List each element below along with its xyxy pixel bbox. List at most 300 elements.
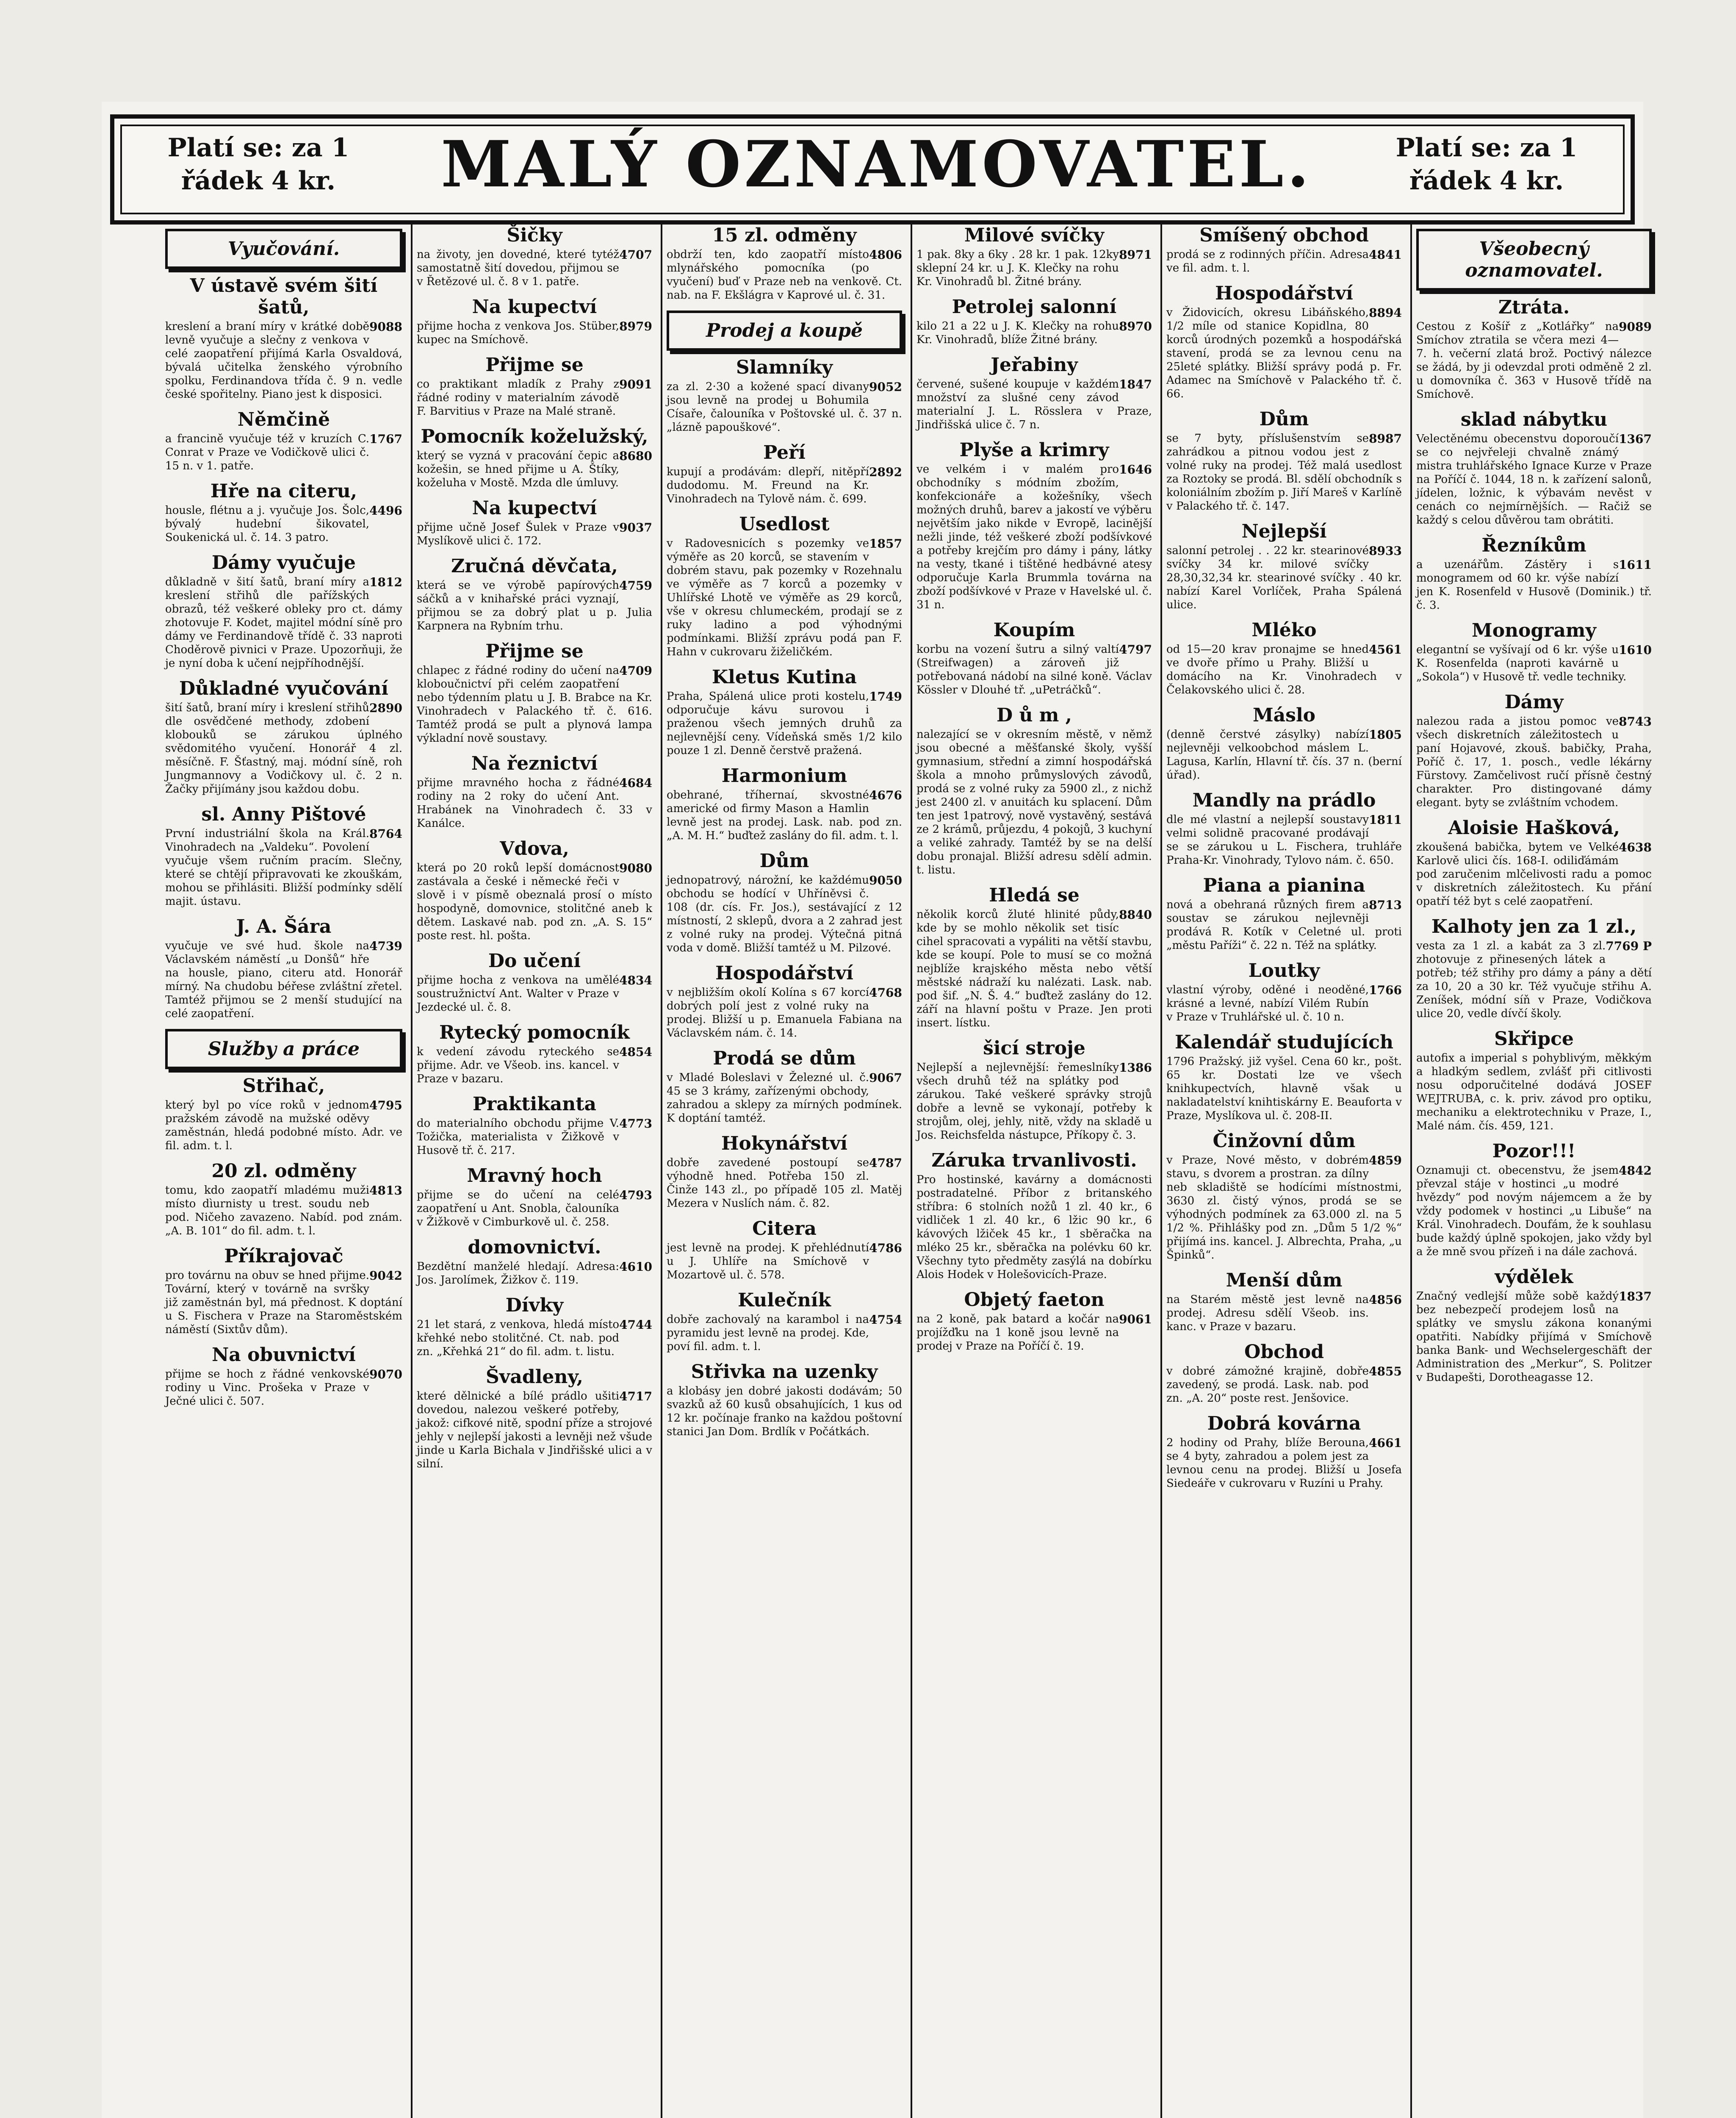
ad-heading: Přijme se (485, 354, 584, 376)
ad-number: 1610 (1619, 643, 1652, 657)
classified-ad (667, 513, 902, 659)
classified-ad (667, 765, 902, 843)
ad-body: obehrané, tříhernaí, skvostné americké od firmy Mason a Hamlin levně jest na prodej. Lask. nab. pod zn. „A. M. H.“ buďtež zaslány do fil. adm. t. l. (667, 789, 902, 842)
ad-number: 4759 (619, 579, 652, 593)
ad-heading: Pomocník koželužský, (421, 426, 648, 447)
classified-ad (165, 1344, 402, 1408)
ad-number: 4859 (1369, 1153, 1402, 1167)
ad-number: 1367 (1619, 432, 1652, 446)
section-header-vseobecny: Všeobecný oznamovatel. (1416, 229, 1652, 291)
ad-heading: Dívky (505, 1295, 564, 1316)
ad-body: přijme hocha z venkova na umělé soustružnictví Ant. Walter v Praze v Jezdecké ul. č. 8. (417, 974, 620, 1014)
classified-ad (417, 296, 652, 347)
ad-body: ve velkém i v malém pro obchodníky s módním zbožím, konfekcionáře a kožešníky, všech možných druhů, barev a jakostí ve výběru největším jako nikde v Evropě, lacinější nežli jinde, též veškeré zboží podšívkové a potřeby krejčím pro dámy i pány, látky na vesty, tkané i tištěné hedbávné atesy odporučuje Karla Brummla továrna na zboží podšívkové v Praze v Havelské ul. č. 31 n. (916, 463, 1152, 611)
ad-text (916, 319, 1152, 347)
ad-heading: Prodá se dům (713, 1048, 856, 1069)
classified-ad (1416, 297, 1652, 401)
ad-text (667, 248, 902, 302)
ad-text (1166, 1436, 1402, 1490)
ad-heading: Hledá se (989, 884, 1080, 906)
ad-heading: Mléko (1251, 619, 1317, 641)
ad-text (916, 1173, 1152, 1281)
ad-text (417, 1117, 652, 1157)
ad-body: které dělnické a bílé prádlo ušiti dovedou, nalezou veškeré potřeby, jakož: cifkové nitě, spodní příze a strojové jehly v nejlepší jakosti a levněji než všude jinde u Karla Bichala v Jindřišské ulici a v silní. (417, 1390, 652, 1470)
ad-number: 7769 P (1606, 939, 1652, 953)
classified-ad (667, 1289, 902, 1353)
ad-text (1166, 1293, 1402, 1333)
ad-body: co praktikant mladík z Prahy z řádné rodiny v materialním závodě F. Barvitius v Praze na Malé straně. (417, 378, 620, 418)
ad-heading: sklad nábytku (1460, 409, 1608, 430)
ad-text (667, 1071, 902, 1125)
classified-ad (417, 1165, 652, 1229)
classified-ad (1166, 1031, 1402, 1123)
ad-text (1416, 558, 1652, 612)
ad-text (667, 1156, 902, 1210)
ad-body: za zl. 2·30 a kožené spací divany jsou levně na prodej u Bohumila Císaře, čalouníka v Poštovské ul. č. 37 n. „lázně papouškové“. (667, 380, 902, 434)
ad-text (165, 575, 402, 670)
ad-text (916, 908, 1152, 1030)
classified-ad (417, 640, 652, 745)
ad-text (667, 380, 902, 434)
ad-number: 4855 (1369, 1364, 1402, 1378)
page-title: MALÝ OZNAMOVATEL. (441, 127, 1312, 202)
classified-ad (165, 275, 402, 401)
ad-number: 4768 (869, 986, 902, 1000)
ad-body: nalezající se v okresním městě, v němž jsou obecné a měšťanské školy, vyšší gymnasium, střední a zimní hospodářská škola a mnoho průmyslových závodů, prodá se z volné ruky za 5900 zl., z nichž jest 2400 zl. v anuitách ku splacení. Dům ten jest 1patrový, nově vystavěný, sestává ze 2 krámů, průjezdu, 4 pokojů, 3 kuchyní a veliké zahrady. Tamtéž by se na delší dobu pronajal. Bližší adresu sdělí admin. t. listu. (916, 728, 1152, 876)
ad-body: Značný vedlejší může sobě každý bez nebezpečí prodejem losů na splátky ve smyslu zákona konanými opatřiti. Nabídky přijímá v Smíchově banka Bank- und Wechselergeschäft der Administration des „Merkur“, S. Politzer v Budapešti, Dorotheagasse 12. (1416, 1290, 1652, 1384)
ad-number: 4496 (369, 504, 402, 518)
classified-ad (916, 296, 1152, 347)
ad-heading: Aloisie Hašková, (1448, 817, 1620, 839)
ad-body: kreslení a braní míry v krátké době levně vyučuje a slečny z venkova v celé zaopatření přijímá Karla Osvaldová, bývalá učitelka ženského výrobního spolku, Ferdinandova třída č. 9 n. vedle české spořitelny. Piano jest k disposici. (165, 320, 402, 401)
ad-heading: Slamníky (736, 357, 833, 378)
ad-heading: Praktikanta (472, 1093, 597, 1115)
ad-heading: Usedlost (739, 513, 830, 535)
masthead-banner (110, 114, 1635, 225)
ad-number: 4561 (1369, 643, 1402, 657)
ad-number: 1847 (1119, 377, 1152, 391)
ad-heading: Peří (763, 442, 806, 463)
ad-text (1166, 248, 1402, 275)
ad-text (1416, 1289, 1652, 1384)
ad-heading: Menší dům (1226, 1270, 1343, 1291)
ad-body: zkoušená babička, bytem ve Velké Karlově ulici čís. 168-I. odiliďámám pod zaručenim mlčelivosti radu a pomoc v diskretních záležitostech. Ku přání opatří též byt s celé zaopatření. (1416, 841, 1652, 908)
ad-text (165, 701, 402, 796)
ad-body: a uzenářům. Zástěry i s monogramem od 60 kr. výše nabízí jen K. Rosenfeld v Husově (Dominik.) tř. č. 3. (1416, 558, 1652, 612)
ad-number: 4793 (619, 1188, 652, 1202)
ad-number: 9089 (1619, 320, 1652, 334)
ad-body: kupují a prodávám: dlepří, nitěpří dudodomu. M. Freund na Kr. Vinohradech na Tylově nám. č. 699. (667, 466, 869, 505)
ad-body: Pro hostinské, kavárny a domácnosti postradatelné. Příbor z britanského stříbra: 6 stolních nožů 1 zl. 40 kr., 6 vidliček 1 zl. 40 kr., 6 lžic 90 kr., 6 kávových lžiček 45 kr., 1 sběračka na mléko 25 kr., sběračka na polévku 60 kr. Všechny tyto předměty zasýlá na dobírku Alois Hodek v Holešovicích-Praze. (916, 1173, 1152, 1281)
ad-heading: Kletus Kutina (712, 666, 857, 688)
classified-ad (417, 426, 652, 490)
ad-number: 1611 (1619, 558, 1652, 572)
ad-body: Nejlepší a nejlevnější: řemeslníky všech druhů též na splátky pod zárukou. Také veškeré správky strojů dobře a levně se vykonají, potřeby k strojům, olej, jehly, nitě, vždy na skladě u Jos. Reichsfelda nástupce, Příkopy č. 3. (916, 1061, 1152, 1142)
classified-ad (916, 439, 1152, 612)
classified-ad (417, 497, 652, 548)
ad-body: dle mé vlastní a nejlepší soustavy velmi solidně pracované prodávají se se zárukou u L. Fischera, truhláře Praha-Kr. Vinohrady, Tylovo nám. č. 650. (1166, 813, 1402, 867)
ad-heading: Činžovní dům (1213, 1130, 1356, 1152)
ad-body: Cestou z Košíř z „Kotlářky“ na Smíchov ztratila se včera mezi 4—7. h. večerní zlatá brož. Poctivý nálezce se žádá, by ji odevzdal proti odměně 2 zl. u domovníka č. 363 v Husově třídě na Smíchově. (1416, 320, 1652, 401)
ad-body: přijme se hoch z řádné venkovské rodiny u Vinc. Prošeka v Praze v Ječné ulici č. 507. (165, 1368, 370, 1408)
ad-body: přijme učně Josef Šulek v Praze v Myslíkově ulici č. 172. (417, 521, 620, 547)
ad-body: k vedení závodu ryteckého se přijme. Adr. ve Všeob. ins. kancel. v Praze v bazaru. (417, 1045, 620, 1085)
ad-body: a klobásy jen dobré jakosti dodávám; 50 svazků až 60 kusů obsahujících, 1 kus od 12 kr. počínaje franko na každou poštovní stanici Jan Dom. Brdlík v Počátkách. (667, 1385, 902, 1438)
column-5-ads (1166, 225, 1402, 1490)
classified-ad (1416, 916, 1652, 1020)
classified-ad (165, 678, 402, 796)
section-header-vyucovani: Vyučování. (165, 229, 402, 269)
classified-ad (916, 1289, 1152, 1353)
ad-number: 4787 (869, 1156, 902, 1170)
ad-heading: Šičky (507, 225, 562, 246)
ad-number: 2890 (369, 701, 402, 715)
classified-ad (165, 409, 402, 473)
ad-body: 1796 Pražský. již vyšel. Cena 60 kr., pošt. 65 kr. Dostati lze ve všech knihkupectvích, hlavně však u nakladatelství knihtiskárny E. Beauforta v Praze, Myslíkova ul. č. 208-II. (1166, 1055, 1402, 1122)
ad-heading: Němčině (237, 409, 330, 430)
ad-heading: sl. Anny Pištové (201, 804, 366, 825)
classified-ad (165, 480, 402, 544)
ad-number: 1811 (1369, 813, 1402, 827)
classified-ad (667, 962, 902, 1040)
ad-heading: V ústavě svém šití šatů, (190, 275, 378, 318)
classified-ad (1166, 790, 1402, 867)
ad-body: která se ve výrobě papírových sáčků a v knihařské práci vyznají, přijmou se za dobrý plat u p. Julia Karpnera na Rybním trhu. (417, 579, 652, 632)
ad-body: přijme hocha z venkova Jos. Stüber, kupec na Smíchově. (417, 320, 620, 346)
ad-number: 4797 (1119, 643, 1152, 657)
classified-columns (161, 220, 1669, 2118)
ad-body: 2 hodiny od Prahy, blíže Berouna, se 4 byty, zahradou a polem jest za levnou cenu na prodej. Bližší u Josefa Siedeáře v cukrovaru v Ruzíni u Prahy. (1166, 1436, 1402, 1490)
ad-text (1166, 1055, 1402, 1123)
classified-ad (916, 619, 1152, 697)
ad-body: nalezou rada a jistou pomoc ve všech diskretních záležitostech u paní Hojavové, zkouš. babičky, Praha, Poříč č. 17, 1. posch., vedle lékárny Fürstovy. Zamčelivost ručí přísně čestný charakter. Pro distingované dámy elegant. byty se zvláštním vchodem. (1416, 715, 1652, 809)
classified-ad (1416, 817, 1652, 908)
ad-body: autofix a imperial s pohyblivým, měkkým a hladkým sedlem, zvlášť při citlivosti nosu odporučitelné dodává JOSEF WEJTRUBA, c. k. priv. závod pro optiku, mechaniku a elektrotechniku v Praze, I., Malé nám. čís. 459, 121. (1416, 1052, 1652, 1132)
ad-text (417, 377, 652, 418)
ad-heading: Petrolej salonní (952, 296, 1117, 318)
ad-heading: Vdova, (500, 838, 569, 859)
ad-heading: Mravný hoch (467, 1165, 602, 1187)
classified-ad (417, 1366, 652, 1471)
ad-number: 9037 (619, 521, 652, 535)
classified-ad (667, 442, 902, 506)
ad-text (417, 248, 652, 288)
classified-ad (1166, 408, 1402, 513)
classified-ad (165, 1160, 402, 1238)
ad-number: 4854 (619, 1045, 652, 1059)
ad-heading: Kalhoty jen za 1 zl., (1431, 916, 1637, 937)
ad-body: housle, flétnu a j. vyučuje Jos. Šolc, bývalý hudební šikovatel, Soukenická ul. č. 14. 3 patro. (165, 504, 370, 544)
ad-text (1166, 643, 1402, 697)
classified-ad (1416, 409, 1652, 527)
ad-body: salonní petrolej . . 22 kr. stearinové svíčky 34 kr. milové svíčky 28,30,32,34 kr. stearinové svíčky . 40 kr. nabízí Karel Vorlíček, Praha Spálená ulice. (1166, 544, 1402, 611)
classified-ad (667, 357, 902, 434)
ad-number: 1646 (1119, 463, 1152, 477)
ad-text (1166, 898, 1402, 952)
ad-number: 1766 (1369, 983, 1402, 997)
ad-number: 4709 (619, 664, 652, 678)
classified-ad (165, 804, 402, 908)
ad-body: vyučuje ve své hud. škole na Václavském náměstí „u Donšů“ hře na housle, piano, citeru atd. Honorář mírný. Na chudobu béřese zvláštní zřetel. Tamtéž přijmou se 2 menší studující na celé zaopatření. (165, 940, 402, 1020)
classified-ad (1416, 1266, 1652, 1384)
ad-number: 4856 (1369, 1293, 1402, 1307)
ad-body: červené, sušené koupuje v každém množství za slušné ceny závod materialní J. L. Rösslera v Praze, Jindřišská ulice č. 7 n. (916, 378, 1152, 431)
column-2-ads (417, 225, 652, 1471)
ad-heading: Obchod (1244, 1341, 1324, 1363)
ad-heading: Důkladné vyučování (179, 678, 388, 699)
ad-number: 4638 (1619, 840, 1652, 854)
ad-body: od 15—20 krav pronajme se hned ve dvoře přímo u Prahy. Bližší u domácího na Kr. Vinohradech v Čelakovského ulici č. 28. (1166, 643, 1402, 696)
ad-body: šití šatů, braní míry i kreslení střihů dle osvědčené methody, zdobení klobouků se zárukou úplného svědomitého vyučení. Honorář 4 zl. měsíčně. F. Šťastný, maj. módní síně, roh Jungmannovy a Vodičkovy ul. č. 2 n. Žačky přijímány jsou každou dobu. (165, 701, 402, 796)
ad-number: 1386 (1119, 1061, 1152, 1075)
classified-ad (1166, 1130, 1402, 1262)
ad-heading: Příkrajovač (224, 1245, 343, 1267)
ad-text (667, 1241, 902, 1282)
ad-text (1416, 1051, 1652, 1133)
ad-text (916, 463, 1152, 612)
ad-heading: Smíšený obchod (1199, 225, 1369, 246)
classified-ad (1416, 1028, 1652, 1133)
ad-text (165, 432, 402, 473)
ad-number: 4834 (619, 973, 652, 987)
ad-heading: šicí stroje (983, 1037, 1085, 1059)
ad-number: 9042 (369, 1269, 402, 1283)
ad-text (165, 1184, 402, 1238)
classified-ad (1166, 960, 1402, 1024)
classified-ad (916, 704, 1152, 877)
classified-ad (667, 225, 902, 302)
ad-heading: Na kupectví (472, 497, 597, 519)
ad-text (1416, 939, 1652, 1020)
ad-heading: Milové svíčky (964, 225, 1105, 246)
ad-number: 2892 (869, 465, 902, 479)
ad-number: 8979 (619, 319, 652, 333)
ad-text (165, 827, 402, 908)
classified-ad (417, 1236, 652, 1287)
ad-number: 4795 (369, 1098, 402, 1112)
ad-body: na životy, jen dovedné, které tytéž samostatně šití dovedou, přijmou se v Řetězové ul. č. 8 v 1. patře. (417, 248, 620, 288)
ad-body: přijme se do učení na celé zaopatření u Ant. Snobla, čalouníka v Žižkově v Cimburkově ul. č. 258. (417, 1189, 620, 1228)
classified-ad (1416, 691, 1652, 809)
classified-ad (667, 1361, 902, 1439)
ad-heading: Záruka trvanlivosti. (931, 1150, 1137, 1171)
classified-ad (1166, 1413, 1402, 1490)
ad-body: nová a obehraná různých firem a soustav se zárukou nejlevněji prodává R. Kotík v Celetné ul. proti „městu Paříži“ č. 22 n. Též na splátky. (1166, 898, 1402, 952)
ad-number: 9070 (369, 1367, 402, 1381)
ad-heading: Střihač, (242, 1075, 325, 1097)
classified-ad (165, 1075, 402, 1153)
ad-body: 1 pak. 8ky a 6ky . 28 kr. 1 pak. 12ky sklepní 24 kr. u J. K. Klečky na rohu Kr. Vinohradů bl. Žitné brány. (916, 248, 1119, 288)
ad-body: Praha, Spálená ulice proti kostelu, odporučuje kávu surovou i praženou všech jemných druhů za nejlevnější ceny. Vídeňská směs 1/2 kilo pouze 1 zl. Denně čerstvě pražená. (667, 690, 902, 757)
ad-heading: Na kupectví (472, 296, 597, 318)
ad-number: 4842 (1619, 1164, 1652, 1178)
ad-heading: 15 zl. odměny (712, 225, 857, 246)
classified-ad (916, 1037, 1152, 1142)
ad-body: a francině vyučuje též v kruzích C. Conrat v Praze ve Vodičkově ulici č. 15 n. v 1. patře. (165, 432, 370, 472)
ad-heading: Piana a pianina (1203, 875, 1365, 896)
ad-text (667, 465, 902, 506)
ad-heading: Harmonium (721, 765, 847, 787)
ad-heading: Na řeznictví (471, 753, 598, 774)
ad-text (1416, 432, 1652, 527)
ad-number: 1805 (1369, 728, 1402, 742)
ad-text (165, 504, 402, 544)
ad-heading: Skřipce (1494, 1028, 1574, 1050)
ad-heading: Zručná děvčata, (451, 555, 618, 577)
ad-text (1166, 544, 1402, 612)
ad-text (417, 1188, 652, 1229)
ad-body: vesta za 1 zl. a kabát za 3 zl. zhotovuje z přinesených látek a potřeb; též střihy pro dámy a pány a dětí za 10, 20 a 30 kr. Též vyučuje střihu A. Zeníšek, módní síň v Praze, Vodičkova ulice 20, vedle dívčí školy. (1416, 940, 1652, 1020)
classified-ad (1166, 521, 1402, 612)
ad-text (667, 986, 902, 1040)
ad-number: 9088 (369, 320, 402, 334)
ad-heading: Mandly na prádlo (1192, 790, 1376, 811)
ad-text (165, 320, 402, 401)
ad-heading: Hospodářství (715, 962, 853, 984)
column-6 (1410, 220, 1656, 2118)
ad-heading: Koupím (993, 619, 1075, 641)
column-1-ads (165, 275, 402, 1408)
ad-body: dobře zavedené postoupí se výhodně hned. Potřeba 150 zl. Činže 143 zl., po případě 105 zl. Matěj Mezera v Nuslích nám. č. 82. (667, 1156, 902, 1210)
ad-heading: Řezníkům (1481, 535, 1586, 556)
ad-number: 8713 (1369, 898, 1402, 912)
ad-body: v Mladé Boleslavi v Železné ul. č. 45 se 3 krámy, zařízenými obchody, zahradou a sklepy za mírných podmínek. K doptání tamtéž. (667, 1071, 902, 1125)
classified-ad (667, 850, 902, 955)
ad-heading: Citera (752, 1218, 817, 1239)
classified-ad (1166, 1341, 1402, 1405)
ad-text (417, 521, 652, 548)
ad-text (667, 537, 902, 659)
ad-body: v Židovicích, okresu Libáňského, 1/2 míle od stanice Kopidlna, 80 korců úrodných pozemků a hospodářská stavení, prodá se za levnou cenu na 25leté splátky. Bližší správy podá p. Fr. Adamec na Smíchově v Palackého tř. č. 66. (1166, 306, 1402, 400)
ad-body: jednopatrový, nárožní, ke každému obchodu se hodící v Uhříněvsi č. 108 (dr. cís. Fr. Jos.), sestávající z 12 místností, 2 sklepů, dvora a 2 zahrad jest z volné ruky na prodej. Výtečná pitná voda v domě. Bližší tamtéž u M. Pilzové. (667, 874, 902, 954)
ad-text (916, 1061, 1152, 1142)
ad-body: se 7 byty, příslušenstvím se zahrádkou a pitnou vodou jest z volné ruky na prodej. Též malá usedlost za Roztoky se prodá. Bl. sdělí obchodník s koloniálním zbožím p. Jiří Mareš v Karlíně v Palackého tř. č. 147. (1166, 432, 1402, 513)
ad-number: 8987 (1369, 432, 1402, 446)
classified-ad (1166, 225, 1402, 275)
ad-heading: Ztráta. (1498, 297, 1570, 318)
column-5 (1160, 220, 1406, 2118)
ad-body: na 2 koně, pak batard a kočár na projížďku na 1 koně jsou levně na prodej v Praze na Poříčí č. 19. (916, 1313, 1119, 1353)
ad-number: 8970 (1119, 319, 1152, 333)
ad-number: 4841 (1369, 248, 1402, 262)
ad-text (1416, 320, 1652, 401)
ad-text (667, 873, 902, 955)
ad-heading: výdělek (1495, 1266, 1573, 1288)
ad-text (417, 1318, 652, 1358)
ad-body: důkladně v šití šatů, braní míry a kreslení střihů dle pařížských obrazů, též veškeré obleky pro ct. dámy zhotovuje F. Kodet, majitel módní síně pro dámy ve Ferdinandově třídě č. 33 naproti Choděrově pivnici v Praze. Upozorňuji, že je nyní doba k učení nejpříhodnější. (165, 576, 402, 670)
ad-text (1416, 1164, 1652, 1259)
ad-heading: Loutky (1248, 960, 1320, 981)
ad-heading: Švadleny, (486, 1366, 583, 1388)
ad-body: elegantní se vyšívají od 6 kr. výše u K. Rosenfelda (naproti kavárně u „Sokola“) v Husově tř. vedle techniky. (1416, 643, 1627, 683)
ad-number: 8840 (1119, 908, 1152, 922)
ad-body: korbu na vození šutru a silný valtí (Streifwagen) a zároveň již potřebovaná nádobí na silné koně. Václav Kössler v Dlouhé tř. „uPetráčků“. (916, 643, 1152, 696)
classified-ad (667, 1048, 902, 1125)
ad-body: chlapec z řádné rodiny do učení na kloboučnictví při celém zaopatření nebo týdenním platu u J. B. Brabce na Kr. Vinohradech v Palackého tř. č. 616. Tamtéž prodá se pult a plynová lampa výkladní nově soustavy. (417, 664, 652, 745)
ad-text (1416, 643, 1652, 684)
ad-text (916, 377, 1152, 432)
ad-number: 4707 (619, 248, 652, 262)
ad-body: jest levně na prodej. K přehlédnutí u J. Uhlíře na Smíchově v Mozartově ul. č. 578. (667, 1242, 869, 1281)
ad-heading: Přijme se (485, 640, 584, 662)
ad-text (417, 861, 652, 943)
ad-number: 9091 (619, 377, 652, 391)
ad-heading: Hospodářství (1215, 283, 1353, 304)
ad-number: 8680 (619, 449, 652, 463)
classified-ad (417, 555, 652, 633)
ad-text (1166, 983, 1402, 1024)
ad-text (667, 788, 902, 843)
classified-ad (1416, 620, 1652, 684)
ad-number: 4786 (869, 1241, 902, 1255)
ad-number: 8933 (1369, 544, 1402, 558)
ad-number: 9052 (869, 380, 902, 394)
ad-body: který se vyzná v pracování čepic a kožešin, se hned přijme u A. Štíky, koželuha v Mostě. Mzda dle úmluvy. (417, 449, 620, 489)
ad-body: Bezdětní manželé hledají. Adresa: Jos. Jarolímek, Žižkov č. 119. (417, 1260, 620, 1286)
ad-body: kilo 21 a 22 u J. K. Klečky na rohu Kr. Vinohradů, blíže Žitné brány. (916, 320, 1119, 346)
ad-heading: Jeřabiny (991, 354, 1078, 376)
ad-number: 4813 (369, 1184, 402, 1198)
ad-body: na Starém městě jest levně na prodej. Adresu sdělí Všeob. ins. kanc. v Praze v bazaru. (1166, 1293, 1369, 1333)
classified-ad (165, 1245, 402, 1336)
ad-number: 4744 (619, 1318, 652, 1332)
classified-ad (1166, 283, 1402, 401)
ad-heading: Plyše a krimry (959, 439, 1109, 461)
ad-text (1166, 1364, 1402, 1405)
classified-ad (667, 666, 902, 757)
column-1 (161, 220, 407, 2118)
classified-ad (1166, 875, 1402, 952)
ad-text (165, 939, 402, 1020)
ad-heading: Kalendář studujících (1175, 1031, 1393, 1053)
ad-text (417, 449, 652, 490)
ad-text (916, 728, 1152, 877)
ad-number: 1749 (869, 690, 902, 704)
ad-number: 9080 (619, 861, 652, 875)
ad-body: 21 let stará, z venkova, hledá místo křehké nebo stolitčné. Ct. nab. pod zn. „Křehká 21“ do fil. adm. t. listu. (417, 1318, 620, 1358)
ad-number: 1837 (1619, 1289, 1652, 1303)
ad-number: 4610 (619, 1260, 652, 1274)
ad-heading: Dámy vyučuje (212, 552, 356, 574)
classified-ad (417, 225, 652, 288)
column-4-ads (916, 225, 1152, 1353)
ad-number: 1812 (369, 575, 402, 589)
classified-ad (417, 1093, 652, 1157)
classified-ad (1166, 1270, 1402, 1333)
ad-body: do materialního obchodu přijme V. Tožička, materialista v Žižkově v Husově tř. č. 217. (417, 1117, 620, 1157)
ad-number: 1767 (369, 432, 402, 446)
ad-number: 4717 (619, 1389, 652, 1403)
classified-ad (1416, 535, 1652, 612)
ad-number: 4661 (1369, 1436, 1402, 1450)
ad-heading: D ů m , (997, 704, 1072, 726)
ad-text (916, 1312, 1152, 1353)
ad-text (417, 319, 652, 347)
ad-text (417, 1389, 652, 1471)
ad-heading: Rytecký pomocník (439, 1022, 630, 1043)
ad-number: 4676 (869, 788, 902, 802)
ad-number: 4684 (619, 776, 652, 790)
ad-text (165, 1367, 402, 1408)
ad-number: 4754 (869, 1313, 902, 1327)
ad-text (1166, 432, 1402, 513)
column-2 (411, 220, 656, 2118)
ad-heading: Dobrá kovárna (1207, 1413, 1361, 1434)
column-6-ads (1416, 297, 1652, 1384)
ad-heading: 20 zl. odměny (211, 1160, 356, 1182)
ad-text (916, 643, 1152, 697)
ad-text (417, 579, 652, 633)
